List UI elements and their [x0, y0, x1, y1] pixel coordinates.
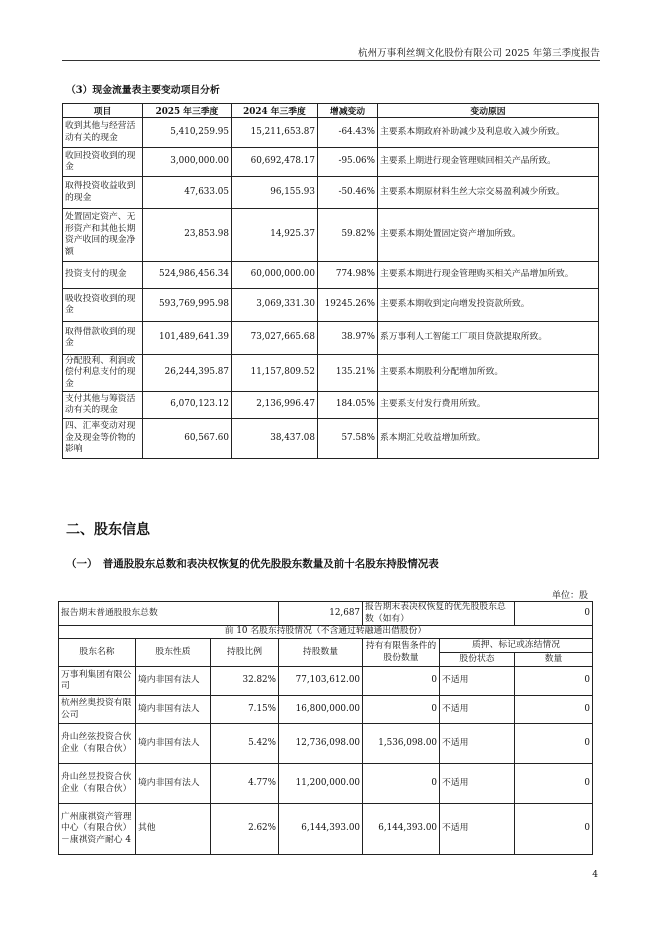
cashflow-change: 135.21% — [318, 355, 378, 392]
cashflow-2024q3: 73,027,665.68 — [232, 322, 318, 355]
pledge-count: 0 — [515, 724, 593, 764]
cashflow-2025q3: 26,244,395.87 — [143, 355, 232, 392]
cashflow-row — [63, 209, 599, 262]
cashflow-item: 四、汇率变动对现金及现金等价物的影响 — [63, 419, 143, 459]
cashflow-2024q3: 15,211,653.87 — [232, 118, 318, 148]
cashflow-row — [63, 392, 599, 419]
share-status: 不适用 — [440, 667, 515, 696]
col-quantity: 持股数量 — [279, 639, 363, 667]
shareholder-ratio: 2.62% — [211, 804, 279, 855]
shareholder-restricted: 0 — [363, 696, 440, 724]
cashflow-reason: 主要系本期收到定向增发投资款所致。 — [378, 289, 599, 322]
col-shareholder-nature: 股东性质 — [136, 639, 211, 667]
shareholder-restricted: 6,144,393.00 — [363, 804, 440, 855]
cashflow-row — [63, 262, 599, 289]
cashflow-item: 支付其他与筹资活动有关的现金 — [63, 392, 143, 419]
cashflow-2024q3: 2,136,996.47 — [232, 392, 318, 419]
total-row — [59, 602, 593, 626]
cashflow-row — [63, 177, 599, 209]
shareholder-row — [59, 804, 593, 855]
shareholder-row — [59, 764, 593, 804]
cashflow-2025q3: 101,489,641.39 — [143, 322, 232, 355]
cashflow-change: -95.06% — [318, 148, 378, 177]
shareholder-table — [58, 601, 593, 855]
cashflow-2025q3: 23,853.98 — [143, 209, 232, 262]
cashflow-2025q3: 60,567.60 — [143, 419, 232, 459]
cashflow-item: 取得借款收到的现金 — [63, 322, 143, 355]
shareholder-name: 万事利集团有限公司 — [59, 667, 136, 696]
pref-label: 报告期末表决权恢复的优先股股东总数（如有） — [363, 602, 515, 626]
col-share-status: 股份状态 — [440, 653, 515, 667]
section-title: 二、股东信息 — [66, 522, 150, 538]
cashflow-item: 收到其他与经营活动有关的现金 — [63, 118, 143, 148]
cashflow-row — [63, 148, 599, 177]
col-pledge: 质押、标记或冻结情况 — [440, 639, 593, 653]
share-status: 不适用 — [440, 696, 515, 724]
col-ratio: 持股比例 — [211, 639, 279, 667]
subsection-title: （一） 普通股股东总数和表决权恢复的优先股股东数量及前十名股东持股情况表 — [66, 558, 439, 570]
shareholder-row — [59, 724, 593, 764]
col-restricted: 持有有限售条件的股份数量 — [363, 639, 440, 667]
cashflow-reason: 主要系上期进行现金管理赎回相关产品所致。 — [378, 148, 599, 177]
cashflow-change: 184.05% — [318, 392, 378, 419]
pledge-count: 0 — [515, 804, 593, 855]
col-pledge-count: 数量 — [515, 653, 593, 667]
col-shareholder-name: 股东名称 — [59, 639, 136, 667]
cashflow-2025q3: 5,410,259.95 — [143, 118, 232, 148]
pledge-count: 0 — [515, 696, 593, 724]
cashflow-row — [63, 289, 599, 322]
cashflow-reason: 主要系本期政府补助减少及利息收入减少所致。 — [378, 118, 599, 148]
shareholder-ratio: 7.15% — [211, 696, 279, 724]
cashflow-table — [62, 103, 599, 459]
shareholder-name: 舟山丝弦投资合伙企业（有限合伙） — [59, 724, 136, 764]
total-label: 报告期末普通股股东总数 — [59, 602, 279, 626]
cashflow-change: -50.46% — [318, 177, 378, 209]
shareholder-nature: 境内非国有法人 — [136, 724, 211, 764]
shareholder-restricted: 0 — [363, 764, 440, 804]
report-header: 杭州万事利丝绸文化股份有限公司 2025 年第三季度报告 — [357, 48, 600, 59]
cashflow-2025q3: 47,633.05 — [143, 177, 232, 209]
cashflow-header-row — [63, 104, 599, 118]
cashflow-2024q3: 3,069,331.30 — [232, 289, 318, 322]
shareholder-ratio: 32.82% — [211, 667, 279, 696]
cashflow-2025q3: 524,986,456.34 — [143, 262, 232, 289]
cashflow-reason: 主要系本期原材料生丝大宗交易盈利减少所致。 — [378, 177, 599, 209]
cashflow-item: 分配股利、利润或偿付利息支付的现金 — [63, 355, 143, 392]
cashflow-2025q3: 3,000,000.00 — [143, 148, 232, 177]
cashflow-2024q3: 96,155.93 — [232, 177, 318, 209]
cashflow-reason: 系本期汇兑收益增加所致。 — [378, 419, 599, 459]
shareholder-restricted: 1,536,098.00 — [363, 724, 440, 764]
cashflow-row — [63, 419, 599, 459]
cashflow-2024q3: 60,000,000.00 — [232, 262, 318, 289]
pref-value: 0 — [515, 602, 593, 626]
col-reason: 变动原因 — [378, 104, 599, 118]
shareholder-nature: 境内非国有法人 — [136, 764, 211, 804]
col-2025q3: 2025 年三季度 — [143, 104, 232, 118]
cashflow-reason: 主要系本期股利分配增加所致。 — [378, 355, 599, 392]
cashflow-2024q3: 38,437.08 — [232, 419, 318, 459]
cashflow-item: 收回投资收到的现金 — [63, 148, 143, 177]
shareholder-row — [59, 696, 593, 724]
cashflow-2025q3: 593,769,995.98 — [143, 289, 232, 322]
cashflow-2024q3: 14,925.37 — [232, 209, 318, 262]
shareholder-nature: 境内非国有法人 — [136, 667, 211, 696]
cashflow-change: 57.58% — [318, 419, 378, 459]
cashflow-reason: 主要系本期进行现金管理购买相关产品增加所致。 — [378, 262, 599, 289]
shareholder-quantity: 6,144,393.00 — [279, 804, 363, 855]
cashflow-row — [63, 355, 599, 392]
cashflow-heading: （3）现金流量表主要变动项目分析 — [66, 85, 220, 96]
sh-header-row-1 — [59, 639, 593, 653]
shareholder-name: 杭州丝奥投资有限公司 — [59, 696, 136, 724]
cashflow-item: 吸收投资收到的现金 — [63, 289, 143, 322]
top10-title: 前 10 名股东持股情况（不含通过转融通出借股份） — [59, 626, 593, 639]
shareholder-restricted: 0 — [363, 667, 440, 696]
cashflow-2025q3: 6,070,123.12 — [143, 392, 232, 419]
shareholder-nature: 境内非国有法人 — [136, 696, 211, 724]
share-status: 不适用 — [440, 804, 515, 855]
col-2024q3: 2024 年三季度 — [232, 104, 318, 118]
cashflow-item: 投资支付的现金 — [63, 262, 143, 289]
cashflow-change: 19245.26% — [318, 289, 378, 322]
cashflow-reason: 主要系本期处置固定资产增加所致。 — [378, 209, 599, 262]
cashflow-row — [63, 322, 599, 355]
unit-label: 单位：股 — [551, 591, 588, 601]
shareholder-quantity: 11,200,000.00 — [279, 764, 363, 804]
shareholder-name: 舟山丝昱投资合伙企业（有限合伙） — [59, 764, 136, 804]
cashflow-item: 处置固定资产、无形资产和其他长期资产收回的现金净额 — [63, 209, 143, 262]
cashflow-reason: 主要系支付发行费用所致。 — [378, 392, 599, 419]
pledge-count: 0 — [515, 764, 593, 804]
cashflow-change: -64.43% — [318, 118, 378, 148]
col-item: 项目 — [63, 104, 143, 118]
cashflow-item: 取得投资收益收到的现金 — [63, 177, 143, 209]
cashflow-2024q3: 60,692,478.17 — [232, 148, 318, 177]
top10-title-row — [59, 626, 593, 639]
cashflow-reason: 系万事利人工智能工厂项目贷款提取所致。 — [378, 322, 599, 355]
cashflow-2024q3: 11,157,809.52 — [232, 355, 318, 392]
shareholder-quantity: 12,736,098.00 — [279, 724, 363, 764]
shareholder-ratio: 5.42% — [211, 724, 279, 764]
cashflow-change: 774.98% — [318, 262, 378, 289]
header-divider — [62, 60, 600, 61]
shareholder-quantity: 16,800,000.00 — [279, 696, 363, 724]
cashflow-change: 38.97% — [318, 322, 378, 355]
shareholder-nature: 其他 — [136, 804, 211, 855]
shareholder-ratio: 4.77% — [211, 764, 279, 804]
col-change: 增减变动 — [318, 104, 378, 118]
shareholder-name: 广州康祺资产管理中心（有限合伙）－康祺资产耐心 4 — [59, 804, 136, 855]
share-status: 不适用 — [440, 724, 515, 764]
cashflow-row — [63, 118, 599, 148]
total-value: 12,687 — [279, 602, 363, 626]
share-status: 不适用 — [440, 764, 515, 804]
cashflow-change: 59.82% — [318, 209, 378, 262]
pledge-count: 0 — [515, 667, 593, 696]
shareholder-row — [59, 667, 593, 696]
shareholder-quantity: 77,103,612.00 — [279, 667, 363, 696]
page-number: 4 — [592, 870, 598, 880]
